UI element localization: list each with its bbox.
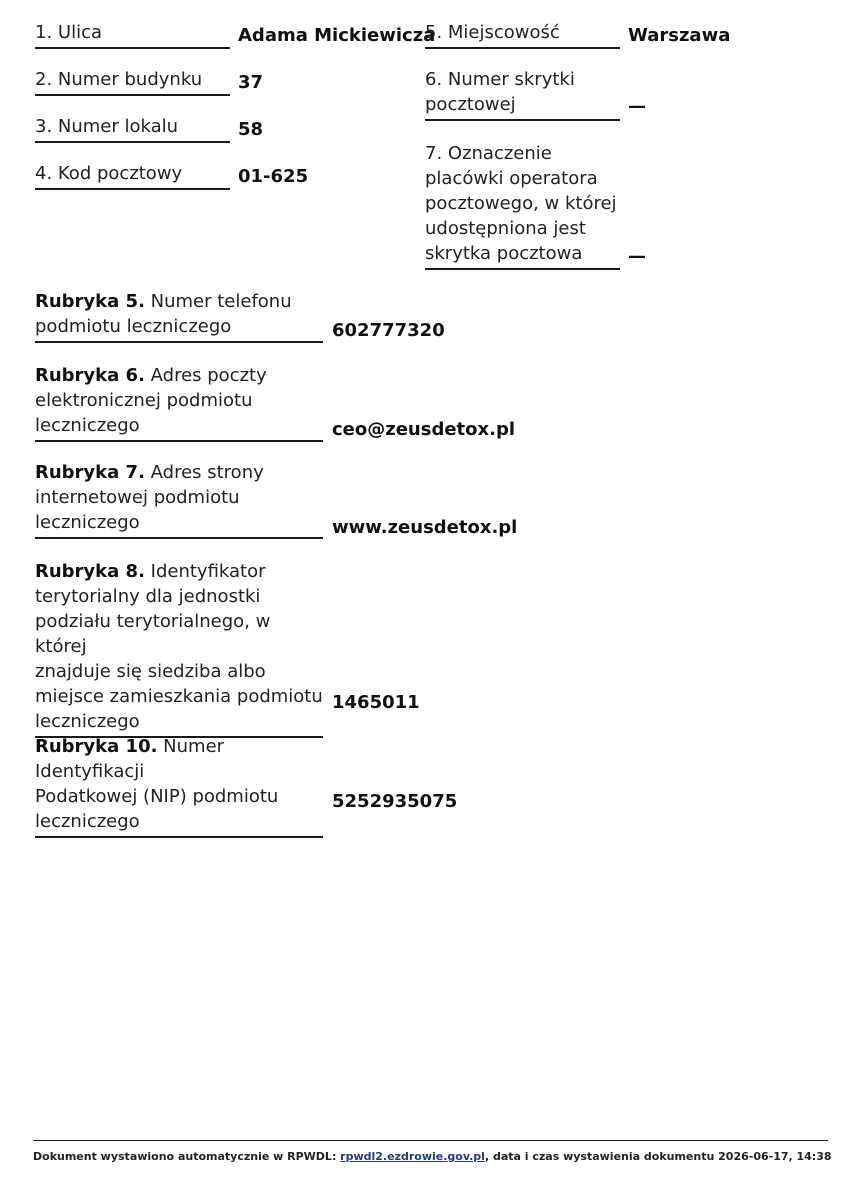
rubryka-8-value: 1465011	[332, 692, 420, 713]
rubryka-10-label	[35, 734, 323, 838]
rubryka-7-label	[35, 460, 323, 539]
field-value-numer-lokalu: 58	[238, 119, 264, 140]
rubryka-10-number: Rubryka 10.	[35, 736, 158, 757]
rubryka-6-text: Adres poczty elektronicznej podmiotu leczniczego	[35, 365, 267, 436]
field-label-oznaczenie-placowki: 7. Oznaczenie placówki operatora pocztowego, w której udostępniona jest skrytka pocztowa	[425, 141, 620, 270]
rubryka-10-text: Numer Identyfikacji Podatkowej (NIP) podmiotu leczniczego	[35, 736, 279, 832]
field-label-numer-skrytki: 6. Numer skrytki pocztowej	[425, 67, 620, 121]
field-value-oznaczenie-placowki: —	[628, 246, 646, 267]
field-label-numer-lokalu: 3. Numer lokalu	[35, 114, 230, 143]
rubryka-8-text: Identyfikator terytorialny dla jednostki podziału terytorialnego, w której znajduje się siedziba albo miejsce zamieszkania podmiotu leczniczego	[35, 561, 323, 732]
rubryka-5-value: 602777320	[332, 320, 445, 341]
rubryka-10-value: 5252935075	[332, 791, 458, 812]
footer-prefix: Dokument wystawiono automatycznie w RPWDL:	[33, 1150, 341, 1163]
rubryka-6-number: Rubryka 6.	[35, 365, 145, 386]
field-label-miejscowosc: 5. Miejscowość	[425, 20, 620, 49]
field-value-numer-skrytki: —	[628, 96, 646, 117]
rubryka-5-label	[35, 289, 323, 343]
rubryka-8-number: Rubryka 8.	[35, 561, 145, 582]
field-label-kod-pocztowy: 4. Kod pocztowy	[35, 161, 230, 190]
rubryka-6-value: ceo@zeusdetox.pl	[332, 419, 516, 440]
rubryka-7-number: Rubryka 7.	[35, 462, 145, 483]
rpwdl-link[interactable]: rpwdl2.ezdrowie.gov.pl	[340, 1150, 485, 1163]
rubryka-5-text: Numer telefonu podmiotu leczniczego	[35, 291, 292, 337]
field-value-kod-pocztowy: 01-625	[238, 166, 309, 187]
rubryka-6-label	[35, 363, 323, 442]
field-label-ulica: 1. Ulica	[35, 20, 230, 49]
footer-divider	[33, 1140, 828, 1141]
field-label-numer-budynku: 2. Numer budynku	[35, 67, 230, 96]
field-value-ulica: Adama Mickiewicza	[238, 25, 436, 46]
footer-note	[33, 1150, 833, 1163]
field-value-miejscowosc: Warszawa	[628, 25, 731, 46]
rubryka-7-text: Adres strony internetowej podmiotu leczniczego	[35, 462, 264, 533]
field-value-numer-budynku: 37	[238, 72, 264, 93]
rubryka-7-value: www.zeusdetox.pl	[332, 517, 518, 538]
rubryka-8-label	[35, 559, 323, 738]
rubryka-5-number: Rubryka 5.	[35, 291, 145, 312]
footer-suffix: , data i czas wystawienia dokumentu 2026-06-17, 14:38	[484, 1150, 832, 1163]
